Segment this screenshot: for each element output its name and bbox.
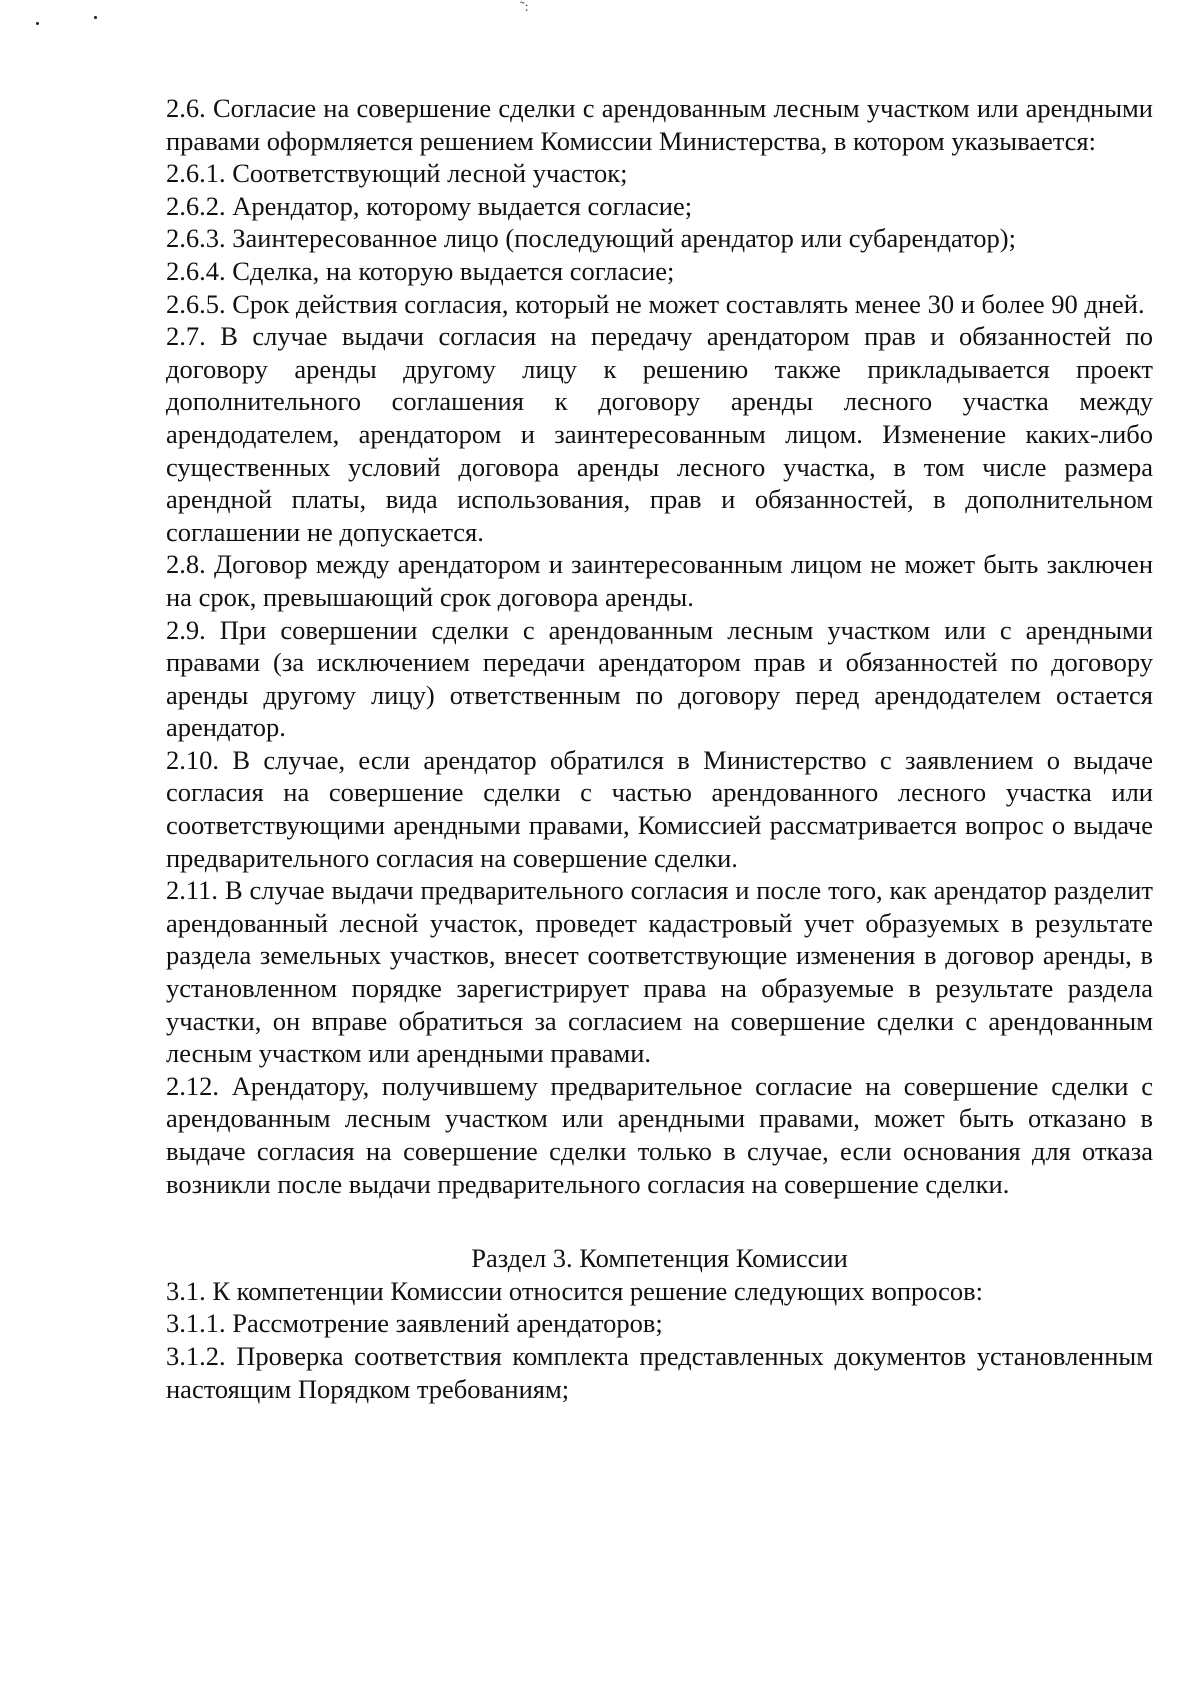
- document-page: [166, 92, 1153, 1405]
- item-2-6-2: 2.6.2. Арендатор, которому выдается согласие;: [166, 190, 693, 221]
- section-spacer: [166, 1200, 1153, 1242]
- paragraph-2-10: 2.10. В случае, если арендатор обратился в Министерство с заявлением о выдаче согласия на совершение сделки с частью арендованного лесного участка или соответствующими арендными правами, Комиссией рассматривается вопрос о выдаче предварительного согласия на совершение сделки.: [166, 744, 1153, 873]
- paragraph-2-8: 2.8. Договор между арендатором и заинтересованным лицом не может быть заключен на срок, превышающий срок договора аренды.: [166, 549, 1153, 612]
- paragraph-3-1: 3.1. К компетенции Комиссии относится решение следующих вопросов:: [166, 1275, 984, 1306]
- item-2-6-5: 2.6.5. Срок действия согласия, который не может составлять менее 30 и более 90 дней.: [166, 288, 1145, 319]
- scan-mark: ˜:: [520, 0, 529, 15]
- paragraph-2-11: 2.11. В случае выдачи предварительного согласия и после того, как арендатор разделит арендованный лесной участок, проведет кадастровый учет образуемых в результате раздела земельных участков, внесет соответствующие изменения в договор аренды, в установленном порядке зарегистрирует права на образуемые в результате раздела участки, он вправе обратиться за согласием на совершение сделки с арендованным лесным участком или арендными правами.: [166, 875, 1153, 1069]
- paragraph-2-9: 2.9. При совершении сделки с арендованным лесным участком или с арендными правами (за исключением передачи арендатором прав и обязанностей по договору аренды другому лицу) ответственным по договору перед арендодателем остается арендатор.: [166, 614, 1153, 743]
- paragraph-2-7: 2.7. В случае выдачи согласия на передачу арендатором прав и обязанностей по договору аренды другому лицу к решению также прикладывается проект дополнительного соглашения к договору аренды лесного участка между арендодателем, арендатором и заинтересованным лицом. Изменение каких-либо существенных условий договора аренды лесного участка, в том числе размера арендной платы, вида использования, прав и обязанностей, в дополнительном соглашении не допускается.: [166, 321, 1153, 547]
- scan-speck: [36, 22, 39, 25]
- item-2-6-3: 2.6.3. Заинтересованное лицо (последующий арендатор или субарендатор);: [166, 223, 1016, 254]
- section-3-heading: Раздел 3. Компетенция Комиссии: [471, 1243, 848, 1274]
- item-2-6-1: 2.6.1. Соответствующий лесной участок;: [166, 158, 628, 189]
- paragraph-2-6: 2.6. Согласие на совершение сделки с арендованным лесным участком или арендными правами оформляется решением Комиссии Министерства, в котором указывается:: [166, 93, 1153, 156]
- item-2-6-4: 2.6.4. Сделка, на которую выдается согласие;: [166, 255, 675, 286]
- scan-speck: [94, 16, 97, 19]
- paragraph-2-12: 2.12. Арендатору, получившему предварительное согласие на совершение сделки с арендованным лесным участком или арендными правами, может быть отказано в выдаче согласия на совершение сделки только в случае, если основания для отказа возникли после выдачи предварительного согласия на совершение сделки.: [166, 1070, 1153, 1199]
- item-3-1-2: 3.1.2. Проверка соответствия комплекта представленных документов установленным настоящим Порядком требованиям;: [166, 1340, 1153, 1404]
- item-3-1-1: 3.1.1. Рассмотрение заявлений арендаторов;: [166, 1308, 663, 1339]
